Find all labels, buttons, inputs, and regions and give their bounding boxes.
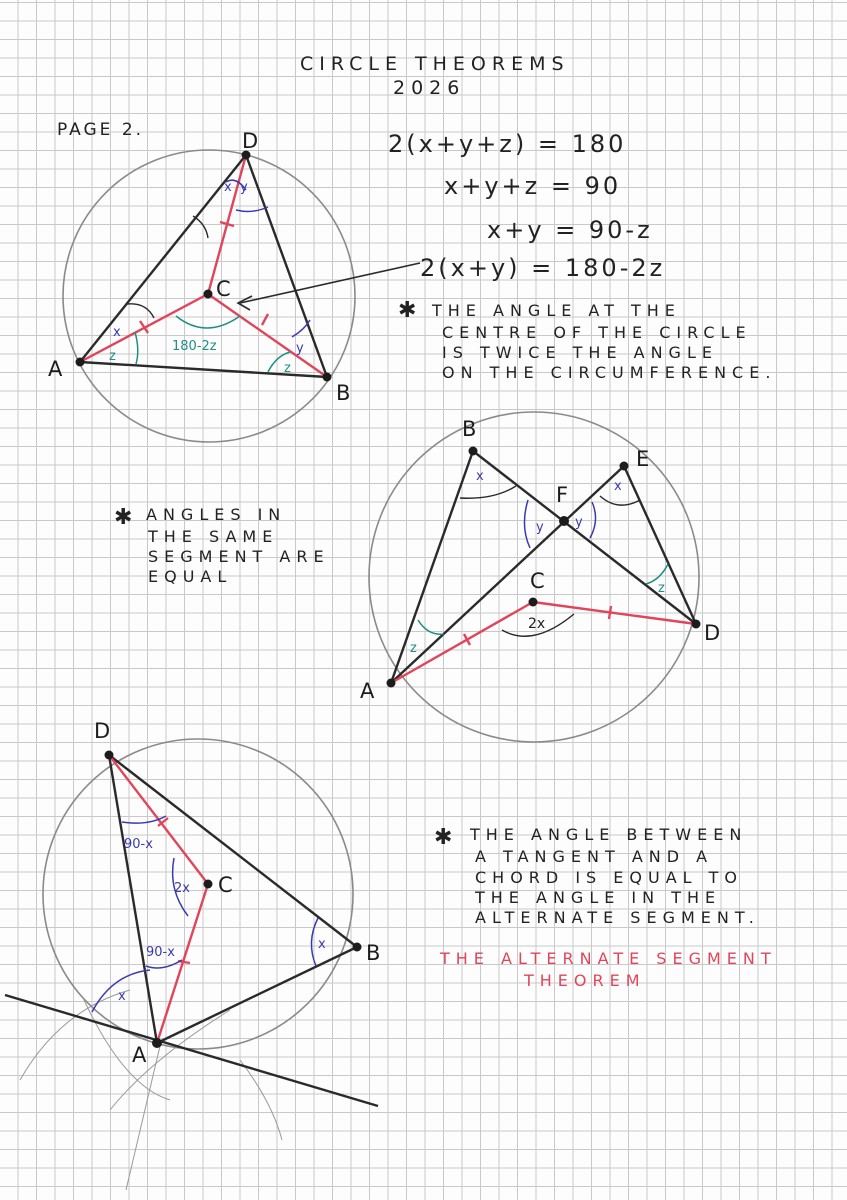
note-segment-line-3: SEGMENT ARE bbox=[148, 547, 330, 566]
point-b-label: B bbox=[336, 381, 351, 405]
angle-2x: 2x bbox=[174, 881, 190, 896]
page-title: CIRCLE THEOREMS bbox=[300, 53, 570, 75]
equation-2: x+y+z = 90 bbox=[444, 172, 622, 200]
point-d-label-3: D bbox=[94, 719, 111, 743]
point-e-label-2: E bbox=[636, 447, 650, 471]
point-d-label: D bbox=[242, 129, 259, 153]
angle-x-tangent: x bbox=[118, 989, 126, 1004]
note-tangent-line-5: ALTERNATE SEGMENT. bbox=[475, 908, 760, 927]
note-centre-line-2: CENTRE OF THE CIRCLE bbox=[442, 323, 752, 342]
point-a-label-2: A bbox=[360, 679, 375, 703]
point-a-label-3: A bbox=[132, 1043, 147, 1067]
point-c-label-2: C bbox=[530, 569, 545, 593]
angle-centre-2: 2x bbox=[528, 616, 546, 632]
page-year: 2026 bbox=[393, 77, 466, 99]
point-d-label-2: D bbox=[704, 621, 721, 645]
angle-y-1: y bbox=[240, 180, 248, 195]
pointer-line bbox=[240, 263, 420, 303]
theorem-name-line-1: THE ALTERNATE SEGMENT bbox=[440, 949, 777, 968]
point-f-label-2: F bbox=[556, 483, 569, 507]
angle-x-3: x bbox=[476, 469, 484, 484]
angle-x-1: x bbox=[224, 180, 232, 195]
note-segment-line-1: ANGLES IN bbox=[146, 505, 287, 524]
angle-x-b: x bbox=[318, 937, 326, 952]
point-b-label-3: B bbox=[366, 941, 381, 965]
theorem-name-line-2: THEOREM bbox=[524, 971, 646, 990]
note-centre-line-1: THE ANGLE AT THE bbox=[432, 301, 681, 320]
angle-90-x-2: 90-x bbox=[146, 945, 175, 960]
circle-3 bbox=[43, 739, 353, 1049]
angle-z-2: z bbox=[284, 361, 291, 376]
equation-3: x+y = 90-z bbox=[487, 216, 653, 244]
note-tangent-line-4: THE ANGLE IN THE bbox=[475, 888, 722, 907]
note-tangent-line-1: THE ANGLE BETWEEN bbox=[470, 825, 748, 844]
note-tangent-line-3: CHORD IS EQUAL TO bbox=[475, 868, 744, 887]
point-a-label: A bbox=[48, 357, 63, 381]
star-icon: ✱ bbox=[114, 505, 133, 530]
angle-y-3: y bbox=[536, 520, 544, 535]
note-segment-line-4: EQUAL bbox=[148, 567, 233, 586]
note-centre bbox=[398, 298, 776, 382]
tangent-line bbox=[5, 995, 378, 1106]
note-tangent-line-2: A TANGENT AND A bbox=[475, 847, 714, 866]
angle-z-4: z bbox=[658, 581, 665, 596]
point-c-label-3: C bbox=[218, 873, 233, 897]
angle-z-1: z bbox=[109, 349, 116, 364]
angle-x-2: x bbox=[113, 325, 121, 340]
point-c-label: C bbox=[216, 277, 231, 301]
angle-y-4: y bbox=[575, 515, 583, 530]
note-segment bbox=[114, 505, 330, 586]
point-b-label-2: B bbox=[462, 417, 477, 441]
angle-y-2: y bbox=[296, 341, 304, 356]
diagram-3 bbox=[5, 719, 380, 1190]
angle-x-4: x bbox=[614, 479, 622, 494]
angle-90-x-1: 90-x bbox=[124, 837, 153, 852]
note-centre-line-3: IS TWICE THE ANGLE bbox=[442, 343, 718, 362]
page-number: PAGE 2. bbox=[57, 120, 145, 140]
star-icon: ✱ bbox=[434, 825, 453, 850]
note-segment-line-2: THE SAME bbox=[148, 527, 279, 546]
diagram-2 bbox=[360, 412, 720, 742]
note-centre-line-4: ON THE CIRCUMFERENCE. bbox=[442, 363, 777, 382]
angle-z-3: z bbox=[410, 641, 417, 656]
angle-centre-1: 180-2z bbox=[172, 339, 217, 354]
note-tangent bbox=[434, 825, 777, 990]
equation-1: 2(x+y+z) = 180 bbox=[388, 130, 627, 158]
star-icon: ✱ bbox=[398, 298, 417, 323]
equations bbox=[388, 130, 665, 282]
diagram-1 bbox=[48, 129, 420, 442]
equation-4: 2(x+y) = 180-2z bbox=[420, 254, 666, 282]
